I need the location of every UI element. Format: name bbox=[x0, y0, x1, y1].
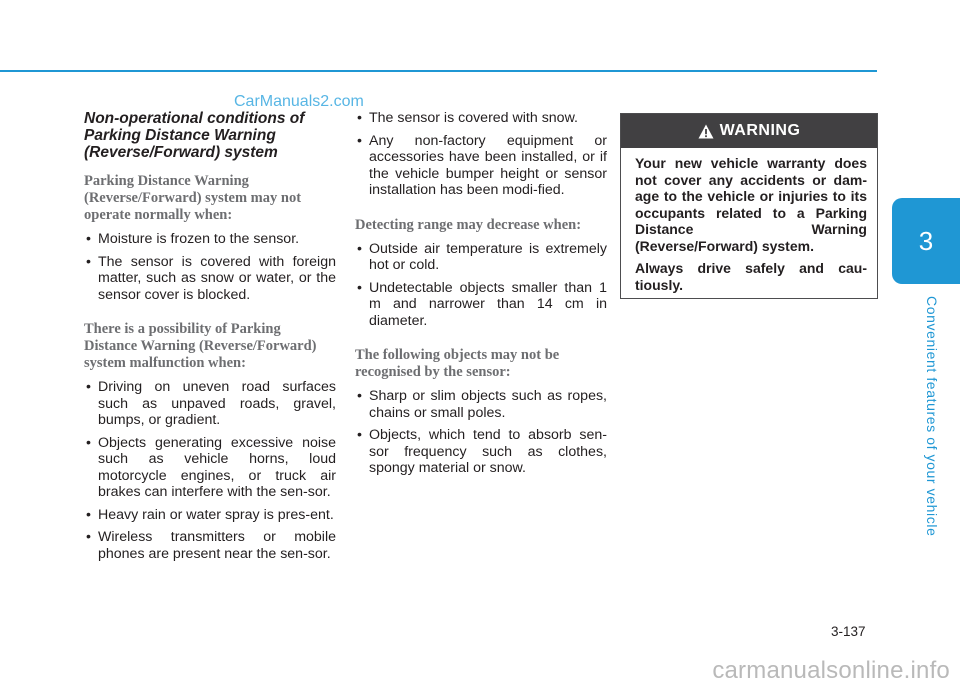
warning-box bbox=[620, 113, 878, 299]
watermark-top: CarManuals2.com bbox=[234, 93, 364, 110]
column-middle bbox=[355, 110, 607, 495]
subhead-malfunction: There is a possibility of Parking Distance Warning (Reverse/Forward) system malfunction when: bbox=[84, 321, 317, 371]
chapter-tab: 3 bbox=[892, 198, 960, 284]
subhead-detecting-range: Detecting range may decrease when: bbox=[355, 216, 582, 233]
list-item: • Heavy rain or water spray is pres-ent. bbox=[84, 507, 336, 524]
warning-triangle-icon bbox=[698, 124, 714, 139]
header-rule bbox=[0, 70, 877, 72]
warning-body bbox=[621, 148, 877, 293]
list-item: • The sensor is covered with snow. bbox=[355, 110, 607, 127]
bullet-list bbox=[355, 110, 607, 199]
section-title: Non-operational conditions of Parking Distance Warning (Reverse/Forward) system bbox=[84, 110, 305, 161]
warning-paragraph: Your new vehicle warranty does not cover any accidents or dam-age to the vehicle or injuries to its occupants related to a Parking Distance Warning (Reverse/Forward) system. bbox=[635, 155, 867, 254]
list-item: • Moisture is frozen to the sensor. bbox=[84, 231, 336, 248]
warning-header bbox=[621, 114, 877, 148]
subhead-not-operate: Parking Distance Warning (Reverse/Forward) system may not operate normally when: bbox=[84, 173, 302, 223]
page-number: 3-137 bbox=[831, 624, 866, 639]
list-item: • Driving on uneven road surfaces such as unpaved roads, gravel, bumps, or gradient. bbox=[84, 379, 336, 429]
column-left bbox=[84, 110, 336, 580]
subhead-not-recognised: The following objects may not be recognised by the sensor: bbox=[355, 347, 560, 380]
bullet-list bbox=[355, 241, 607, 330]
warning-title: WARNING bbox=[719, 122, 801, 139]
bullet-list bbox=[84, 379, 336, 562]
bullet-list bbox=[84, 231, 336, 303]
list-item: • Outside air temperature is extremely hot or cold. bbox=[355, 241, 607, 274]
list-item: • Wireless transmitters or mobile phones are present near the sen-sor. bbox=[84, 529, 336, 562]
list-item: • Objects, which tend to absorb sen-sor frequency such as clothes, spongy material or snow. bbox=[355, 427, 607, 477]
list-item: • Any non-factory equipment or accessories have been installed, or if the vehicle bumper height or sensor installation has been modi-fied. bbox=[355, 133, 607, 199]
bullet-list bbox=[355, 388, 607, 477]
list-item: • Sharp or slim objects such as ropes, chains or small poles. bbox=[355, 388, 607, 421]
warning-paragraph: Always drive safely and cau-tiously. bbox=[635, 260, 867, 293]
chapter-title: Convenient features of your vehicle bbox=[924, 296, 940, 537]
watermark-bottom: carmanualsonline.info bbox=[712, 657, 950, 684]
list-item: • Undetectable objects smaller than 1 m and narrower than 14 cm in diameter. bbox=[355, 280, 607, 330]
list-item: • The sensor is covered with foreign matter, such as snow or water, or the sensor cover is blocked. bbox=[84, 254, 336, 304]
list-item: • Objects generating excessive noise such as vehicle horns, loud motorcycle engines, or truck air brakes can interfere with the sen-sor. bbox=[84, 435, 336, 501]
